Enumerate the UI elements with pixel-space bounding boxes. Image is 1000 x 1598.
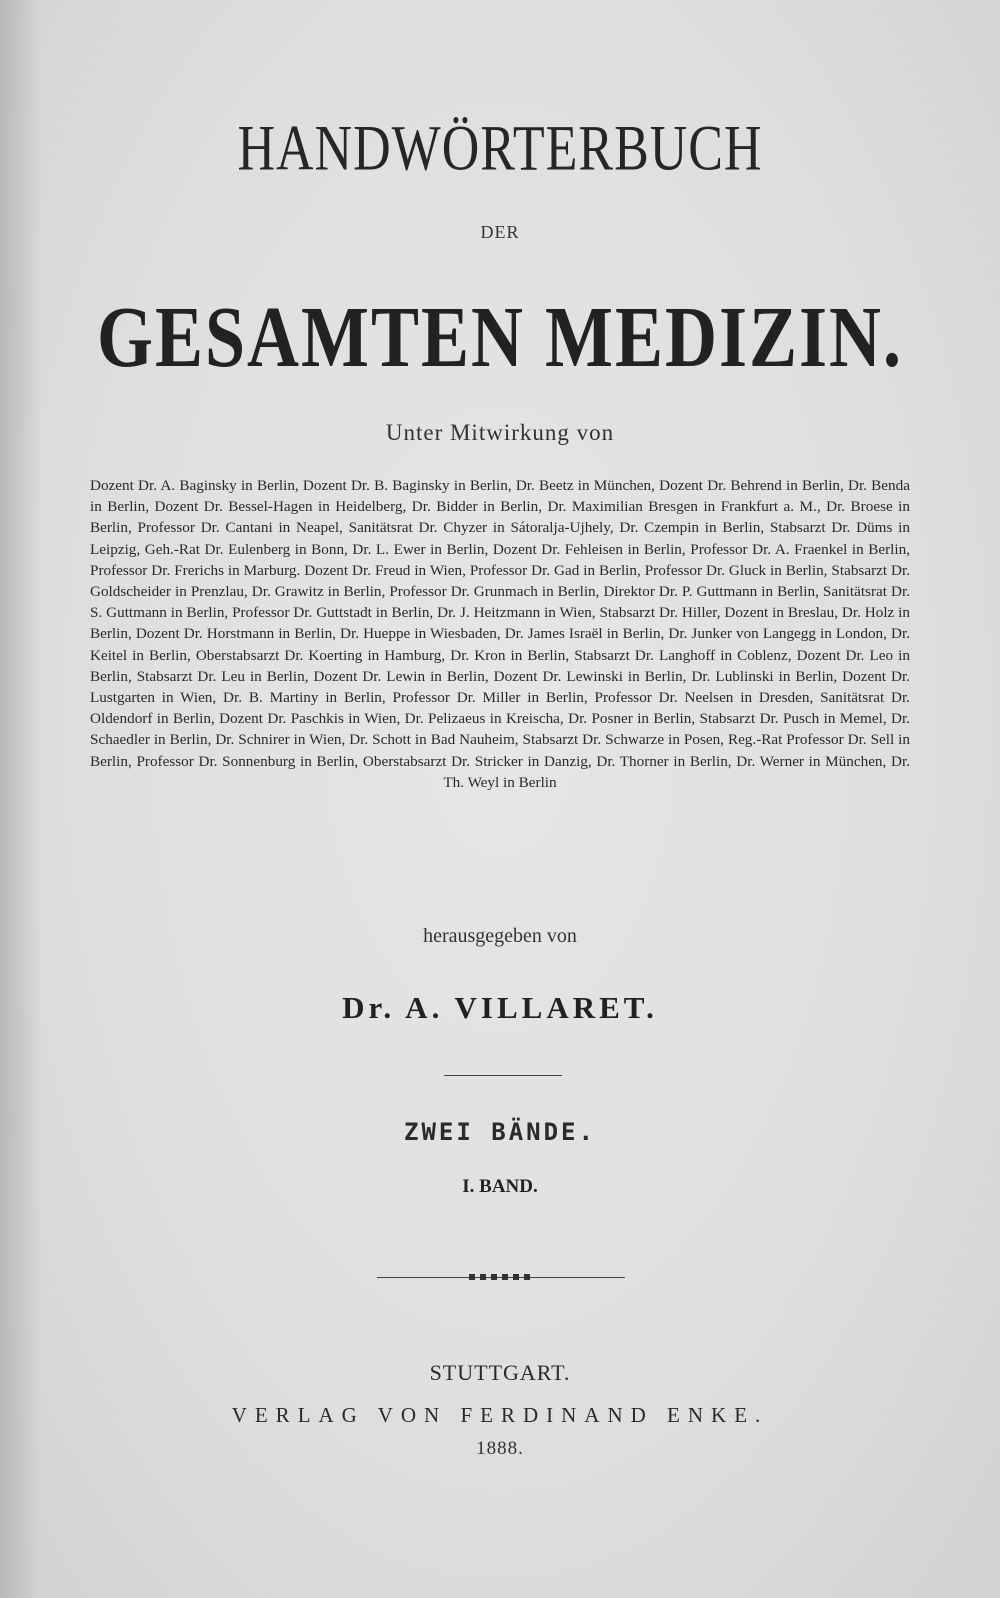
ornamental-rule <box>377 1276 625 1280</box>
contributor-line: Dr. Düms in Leipzig, Geh.-Rat Dr. Eulenberg in Bonn, Dr. L. Ewer in Berlin, Dozent Dr. Fehleisen <box>90 519 910 558</box>
contributor-line: Dozent Dr. Behrend in Berlin, Dr. Benda in Berlin, Dozent Dr. Bessel-Hagen in Heidelberg, <box>90 477 910 516</box>
contributor-line: Schaedler in Berlin, Dr. Schnirer in Wien, Dr. Schott in Bad Nauheim, Stabsarzt Dr. Schwarze <box>90 731 669 749</box>
contributors-list <box>90 475 910 793</box>
contributor-line: in Wien, Dr. Pelizaeus in Kreischa, Dr. Posner in Berlin, Stabsarzt Dr. Pusch in Memel, Dr. <box>348 710 910 728</box>
book-title: HANDWÖRTERBUCH <box>237 113 763 185</box>
publisher-name: VERLAG VON FERDINAND ENKE. <box>231 1403 769 1427</box>
volume-count: ZWEI BÄNDE. <box>404 1118 596 1146</box>
contributor-line: Dr. S. Guttmann in Berlin, Professor Dr. Guttstadt in Berlin, Dr. J. Heitzmann in Wien, Stabsarzt Dr. <box>90 583 910 622</box>
divider-rule <box>444 1075 562 1076</box>
edited-by-line: herausgegeben von <box>423 925 577 947</box>
title-article: DER <box>480 222 520 242</box>
editor-name: Dr. A. VILLARET. <box>342 990 658 1025</box>
contributor-line: Hiller, Dozent in Breslau, Dr. Holz in Berlin, Dozent Dr. Horstmann in Berlin, Dr. Hueppe in Wiesbaden, <box>90 604 911 643</box>
contributor-line: Dr. Cantani in Neapel, Sanitätsrat Dr. Chyzer in Sátoralja-Ujhely, Dr. Czempin in Berlin, Stabsarzt <box>200 519 832 537</box>
contributor-line: Lublinski in Berlin, Dozent Dr. Lustgarten in Wien, Dr. B. Martiny in Berlin, Professor Dr. Miller in <box>90 667 910 707</box>
contributor-line: Stricker in Danzig, Dr. Thorner in Berlin, Dr. Werner in München, Dr. Th. Weyl in Berlin <box>443 752 910 791</box>
contributor-line: in Berlin, Professor Dr. A. Fraenkel in Berlin, Professor Dr. Frerichs in Marburg. Dozent Dr. Freud in <box>90 540 910 579</box>
contributor-line: Dr. Grawitz in Berlin, Professor Dr. Grunmach in Berlin, Direktor Dr. P. Guttmann in Berlin, Sanitätsrat <box>251 583 892 601</box>
contributor-line: Berlin, Professor Dr. Neelsen in Dresden, Sanitätsrat Dr. Oldendorf in Berlin, Dozent Dr. Paschkis <box>90 689 910 728</box>
contributor-line: Dr. Bidder in Berlin, Dr. Maximilian Bresgen in Frankfurt a. M., Dr. Broese in Berlin, Professor <box>90 498 910 537</box>
publication-year: 1888. <box>476 1438 524 1459</box>
ornamental-rule-dots <box>469 1274 533 1280</box>
contributor-line: Dr. Koerting in Hamburg, Dr. Kron in Berlin, Stabsarzt Dr. Langhoff in Coblenz, Dozent Dr. Leo in <box>284 646 910 664</box>
collaboration-line: Unter Mitwirkung von <box>385 420 615 445</box>
contributor-line: Dozent Dr. A. Baginsky in Berlin, Dozent Dr. B. Baginsky in Berlin, Dr. Beetz in München, <box>90 477 660 494</box>
contributor-line: in Posen, Reg.-Rat Professor Dr. Sell in Berlin, Professor Dr. Sonnenburg in Berlin, Oberstabsarzt Dr. <box>90 731 910 770</box>
contributor-line: Berlin, Stabsarzt Dr. Leu in Berlin, Dozent Dr. Lewin in Berlin, Dozent Dr. Lewinski in Berlin, Dr. <box>90 667 716 685</box>
main-title: GESAMTEN MEDIZIN. <box>96 289 904 386</box>
contributor-line: Wien, Professor Dr. Gad in Berlin, Professor Dr. Gluck in Berlin, Stabsarzt Dr. Goldscheider in Prenzlau, <box>90 561 910 601</box>
publication-city: STUTTGART. <box>429 1360 571 1385</box>
contributor-line: Dr. James Israël in Berlin, Dr. Junker von Langegg in London, Dr. Keitel in Berlin, Oberstabsarzt <box>90 625 910 664</box>
volume-number: I. BAND. <box>462 1176 538 1197</box>
